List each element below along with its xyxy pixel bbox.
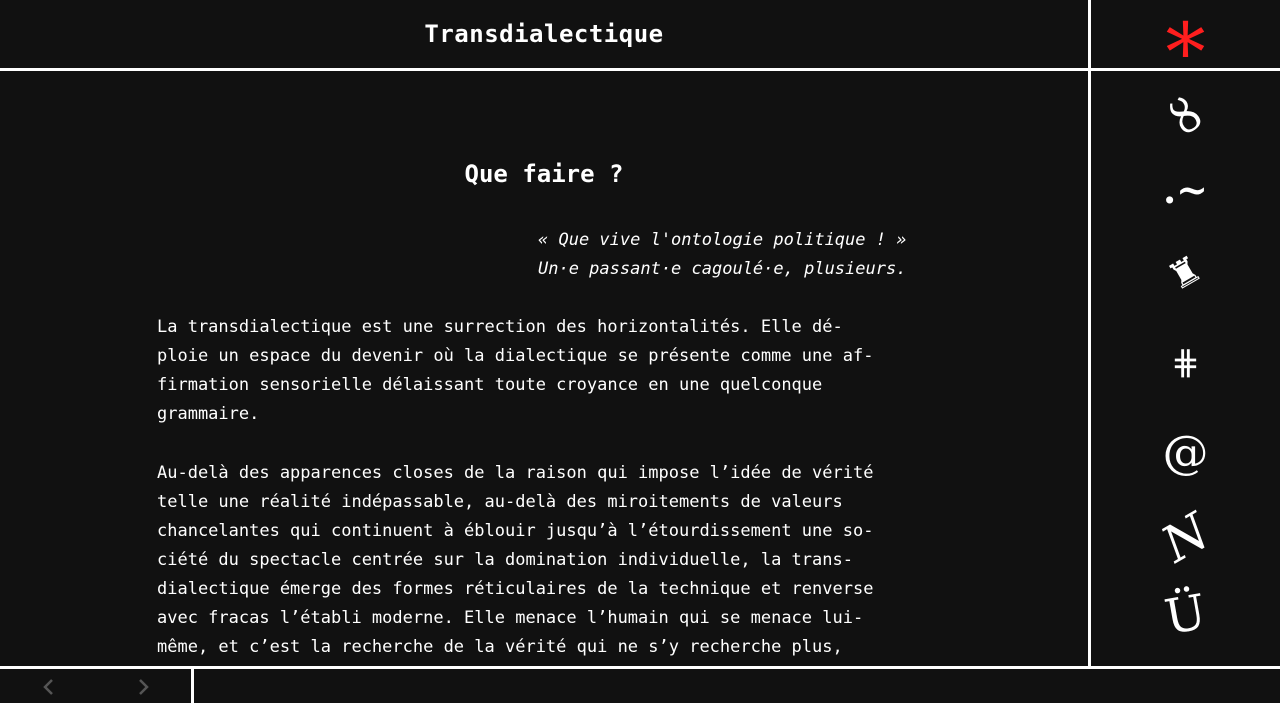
footer [0,671,1280,703]
paragraph-line: même, et c’est la recherche de la vérité qui ne s’y recherche plus, [157,637,843,657]
epigraph-attribution: Un·e passant·e cagoulé·e, plusieurs. [538,259,907,279]
paragraph-2 [157,459,937,662]
header [0,0,1088,68]
paragraph-line: avec fracas l’établi moderne. Elle menace l’humain qui se menace lui- [157,608,864,628]
asterisk-logo-icon[interactable]: * [1165,6,1206,99]
article-title: Que faire ? [464,160,624,188]
paragraph-line: grammaire. [157,404,260,424]
paragraph-line: ciété du spectacle centrée sur la domination individuelle, la trans- [157,550,853,570]
epigraph-quote: « Que vive l'ontologie politique ! » [538,230,907,250]
paragraph-line: chancelantes qui continuent à éblouir jusqu’à l’étourdissement une so- [157,521,874,541]
u-umlaut-icon[interactable]: Ü [1160,583,1211,647]
sidebar-nav [1091,71,1280,666]
chevron-right-icon [138,678,150,696]
paragraph-line: ploie un espace du devenir où la dialectique se présente comme une af- [157,346,874,366]
paragraph-line: La transdialectique est une surrection des horizontalités. Elle dé- [157,317,843,337]
epigraph [538,226,906,284]
paragraph-line: telle une réalité indépassable, au-delà des miroitements de valeurs [157,492,843,512]
article [0,71,1088,666]
next-page-button[interactable] [124,671,164,703]
hat-icon[interactable]: ♜ [1161,247,1210,300]
site-title[interactable]: Transdialectique [424,20,664,48]
ampersand-link-icon[interactable]: ȣ [1159,86,1212,146]
n-letter-icon[interactable]: N [1156,499,1215,577]
paragraph-line: firmation sensorielle délaissant toute croyance en une quelconque [157,375,823,395]
prev-page-button[interactable] [28,671,68,703]
paragraph-1 [157,313,937,429]
paragraph-line: Au-delà des apparences closes de la raison qui impose l’idée de vérité [157,463,874,483]
question-tilde-icon[interactable]: .~ [1162,167,1209,212]
paragraph-line: dialectique émerge des formes réticulaires de la technique et renverse [157,579,874,599]
chevron-left-icon [42,678,54,696]
hash-icon[interactable]: ⋕ [1171,343,1200,383]
at-icon[interactable]: @ [1162,425,1209,479]
